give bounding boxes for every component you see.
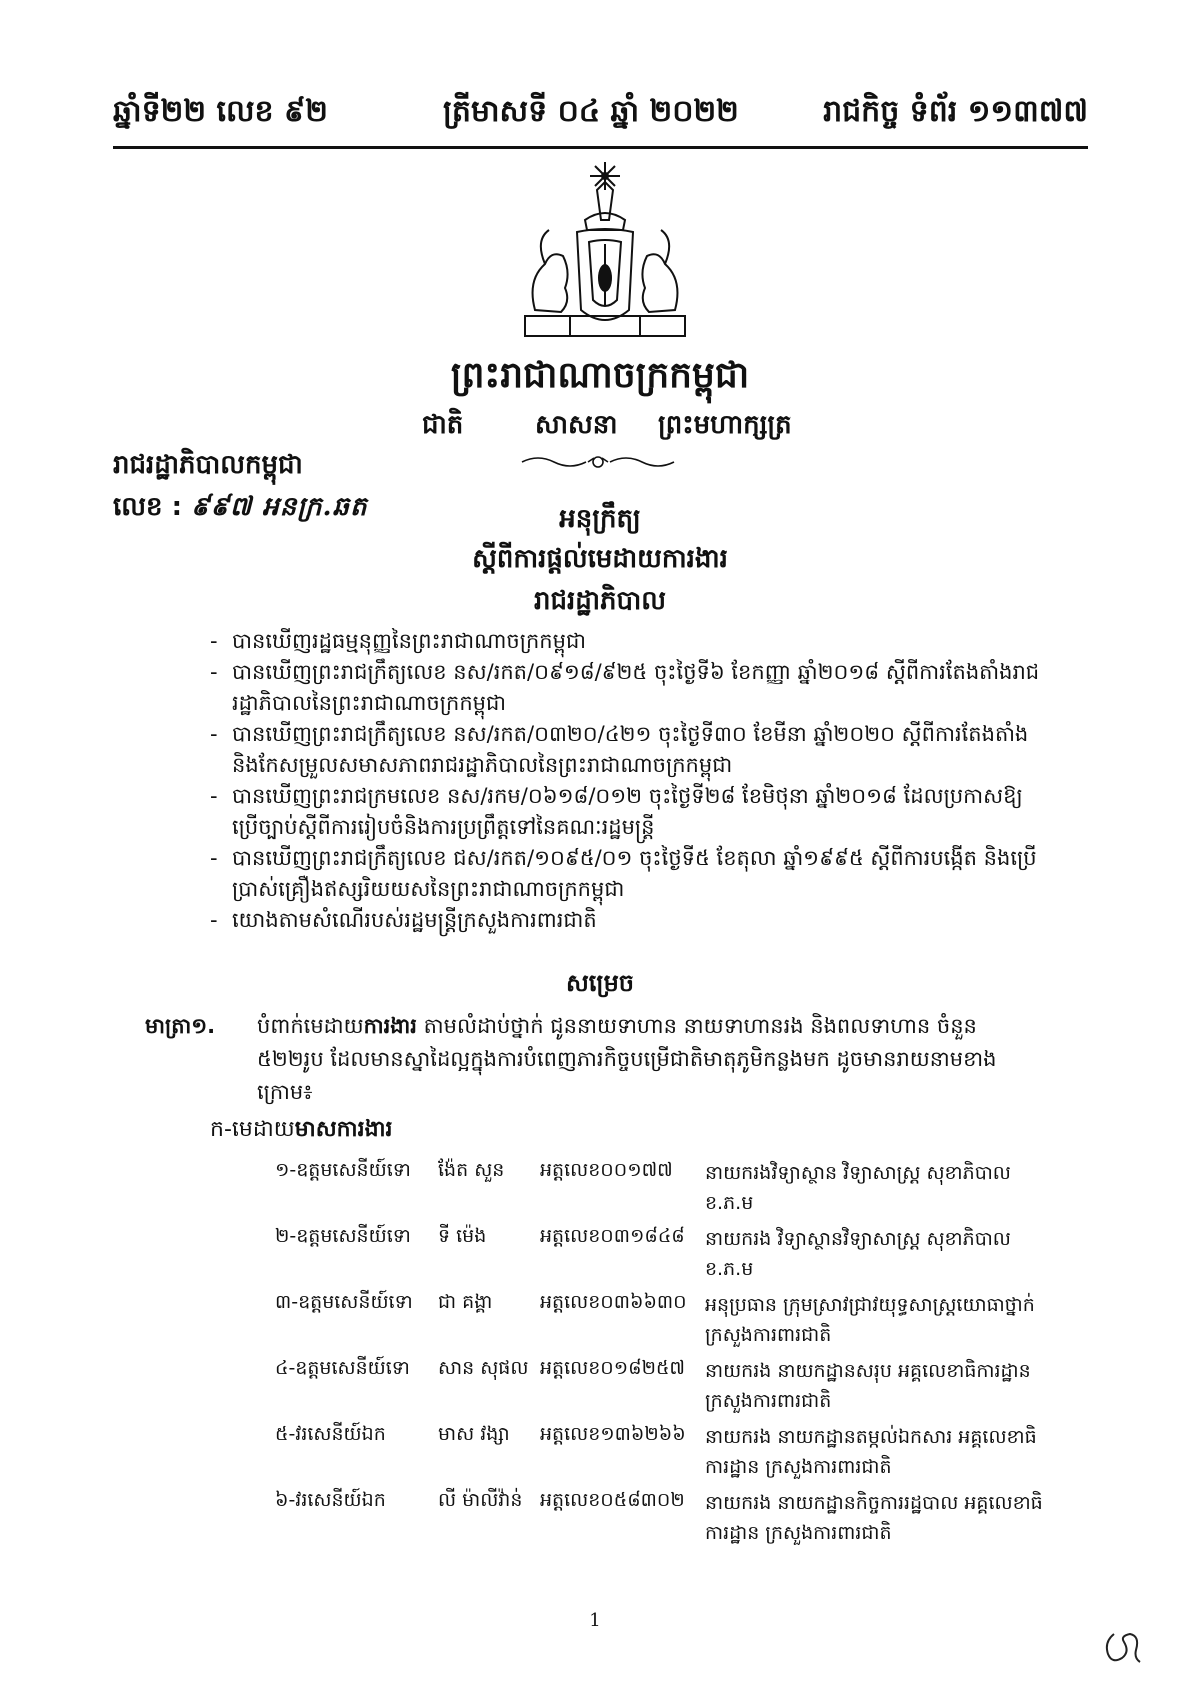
recipient-position: នាយករង នាយកដ្ឋានកិច្ចការរដ្ឋបាល អគ្គលេខាធិការដ្ឋាន ក្រសួងការពារជាតិ <box>705 1492 1043 1544</box>
recipient-rank: ៤-ឧត្តមសេនីយ៍ទោ <box>275 1357 410 1379</box>
reference-label: លេខ : <box>113 492 182 522</box>
gazette-page-ref: រាជកិច្ច ទំព័រ ១១៣៧៧ <box>823 94 1088 129</box>
recipient-name: សាន សុផល <box>438 1357 529 1379</box>
recipient-id: អត្តលេខ០៣១៨៤៨ <box>540 1225 685 1247</box>
recipient-name: មាស វង្សា <box>438 1423 510 1445</box>
article-body: បំពាក់មេដាយការងារ តាមលំដាប់ថ្នាក់ ជូននាយទាហាន នាយទាហានរង និងពលទាហាន ចំនួន ៥២២រូប ដែលមានស្នាដៃល្អក្នុងការបំពេញភារកិច្ចបម្រើជាតិមាតុភូមិកន្លងមក ដូចមានរាយនាមខាងក្រោម៖ <box>257 1014 997 1104</box>
gazette-date: ត្រីមាសទី ០៤ ឆ្នាំ ២០២២ <box>443 94 739 129</box>
header-divider <box>113 146 1088 149</box>
recipient-position: អនុប្រធាន ក្រុមស្រាវជ្រាវយុទ្ធសាស្ត្រយោធាថ្នាក់ក្រសួងការពារជាតិ <box>705 1294 1035 1346</box>
recipient-position: នាយករង នាយកដ្ឋានតម្កល់ឯកសារ អគ្គលេខាធិការដ្ឋាន ក្រសួងការពារជាតិ <box>705 1426 1037 1478</box>
legal-basis-item: - បានឃើញព្រះរាជក្រមលេខ នស/រកម/០៦១៨/០១២ ចុះថ្ងៃទី២៨ ខែមិថុនា ឆ្នាំ២០១៨ ដែលប្រកាសឱ្យប្រើច្បាប់ស្តីពីការរៀបចំនិងការប្រព្រឹត្តទៅនៃគណៈរដ្ឋមន្ត្រី <box>210 784 1023 839</box>
legal-basis-item: - បានឃើញរដ្ឋធម្មនុញ្ញនៃព្រះរាជាណាចក្រកម្ពុជា <box>210 629 586 653</box>
legal-basis-list <box>210 626 1040 936</box>
recipient-id: អត្តលេខ១៣៦២៦៦ <box>540 1423 686 1445</box>
document-subject: ស្តីពីការផ្តល់មេដាយការងារ <box>472 544 728 574</box>
recipient-name: ទី ម៉េង <box>438 1225 487 1247</box>
recipient-name: លី ម៉ាលីវ៉ាន់ <box>438 1489 523 1511</box>
recipient-id: អត្តលេខ០០១៧៧ <box>540 1159 673 1181</box>
motto-king: ព្រះមហាក្សត្រ <box>658 410 792 440</box>
motto-religion: សាសនា <box>535 410 618 440</box>
recipient-name: ជា គង្គា <box>438 1291 493 1313</box>
recipient-id: អត្តលេខ០៥៨៣០២ <box>540 1489 685 1511</box>
recipient-row <box>275 1356 1075 1422</box>
article-label: មាត្រា១. <box>145 1014 216 1038</box>
legal-basis-item: - បានឃើញព្រះរាជក្រឹត្យលេខ នស/រកត/០៣២០/៤២១ ចុះថ្ងៃទី៣០ ខែមីនា ឆ្នាំ២០២០ ស្តីពីការតែងតាំង និងកែសម្រួលសមាសភាពរាជរដ្ឋាភិបាលនៃព្រះរាជាណាចក្រកម្ពុជា <box>210 722 1029 777</box>
recipient-row <box>275 1488 1075 1554</box>
gazette-year-issue: ឆ្នាំទី២២ លេខ ៩២ <box>113 94 328 129</box>
handwritten-initials <box>1100 1628 1146 1668</box>
legal-basis-item: - យោងតាមសំណើរបស់រដ្ឋមន្ត្រីក្រសួងការពារជាតិ <box>210 908 597 932</box>
recipient-position: នាយករង វិទ្យាស្ថានវិទ្យាសាស្ត្រ សុខាភិបាល ខ.ភ.ម <box>705 1228 1011 1280</box>
royal-arms-emblem <box>505 160 705 346</box>
recipient-position: នាយករងវិទ្យាស្ថាន វិទ្យាសាស្ត្រ សុខាភិបាល ខ.ភ.ម <box>705 1162 1011 1214</box>
gazette-header <box>113 92 1088 142</box>
national-motto <box>400 408 800 444</box>
recipient-rank: ៣-ឧត្តមសេនីយ៍ទោ <box>275 1291 413 1313</box>
legal-basis-item: - បានឃើញព្រះរាជក្រឹត្យលេខ នស/រកត/០៩១៨/៩២៥ ចុះថ្ងៃទី៦ ខែកញ្ញា ឆ្នាំ២០១៨ ស្តីពីការតែងតាំងរាជរដ្ឋាភិបាលនៃព្រះរាជាណាចក្រកម្ពុជា <box>210 660 1040 715</box>
recipient-name: ង៉ែត សួន <box>438 1159 505 1181</box>
recipient-position: នាយករង នាយកដ្ឋានសរុប អគ្គលេខាធិការដ្ឋាន ក្រសួងការពារជាតិ <box>705 1360 1031 1412</box>
article-1 <box>145 1010 1050 1109</box>
recipient-id: អត្តលេខ០១៨២៥៧ <box>540 1357 686 1379</box>
recipient-rank: ២-ឧត្តមសេនីយ៍ទោ <box>275 1225 411 1247</box>
decision-heading: សម្រេច <box>565 969 635 997</box>
page-number: 1 <box>589 1610 601 1631</box>
recipient-rank: ៦-វរសេនីយ៍ឯក <box>275 1489 386 1511</box>
recipient-row <box>275 1290 1075 1356</box>
recipient-rank: ៥-វរសេនីយ៍ឯក <box>275 1423 386 1445</box>
recipient-rank: ១-ឧត្តមសេនីយ៍ទោ <box>275 1159 411 1181</box>
document-issuer: រាជរដ្ឋាភិបាល <box>533 586 667 616</box>
issuing-government: រាជរដ្ឋាភិបាលកម្ពុជា <box>113 450 303 480</box>
recipient-list <box>275 1158 1075 1554</box>
reference-value: ៩៩៧ អនក្រ.ឆត <box>191 492 368 522</box>
legal-basis-item: - បានឃើញព្រះរាជក្រឹត្យលេខ ជស/រកត/១០៩៥/០១ ចុះថ្ងៃទី៥ ខែតុលា ឆ្នាំ១៩៩៥ ស្តីពីការបង្កើត និងប្រើប្រាស់គ្រឿងឥស្សរិយយសនៃព្រះរាជាណាចក្រកម្ពុជា <box>210 846 1037 901</box>
motto-nation: ជាតិ <box>422 410 464 440</box>
section-gold-medal: ក-មេដាយមាសការងារ <box>210 1117 393 1142</box>
recipient-row <box>275 1224 1075 1290</box>
document-type: អនុក្រឹត្យ <box>559 504 641 534</box>
ornament-divider <box>518 452 678 472</box>
recipient-row <box>275 1158 1075 1224</box>
recipient-id: អត្តលេខ០៣៦៦៣០ <box>540 1291 687 1313</box>
reference-number <box>113 490 368 528</box>
kingdom-title: ព្រះរាជាណាចក្រកម្ពុជា <box>450 355 750 396</box>
recipient-row <box>275 1422 1075 1488</box>
